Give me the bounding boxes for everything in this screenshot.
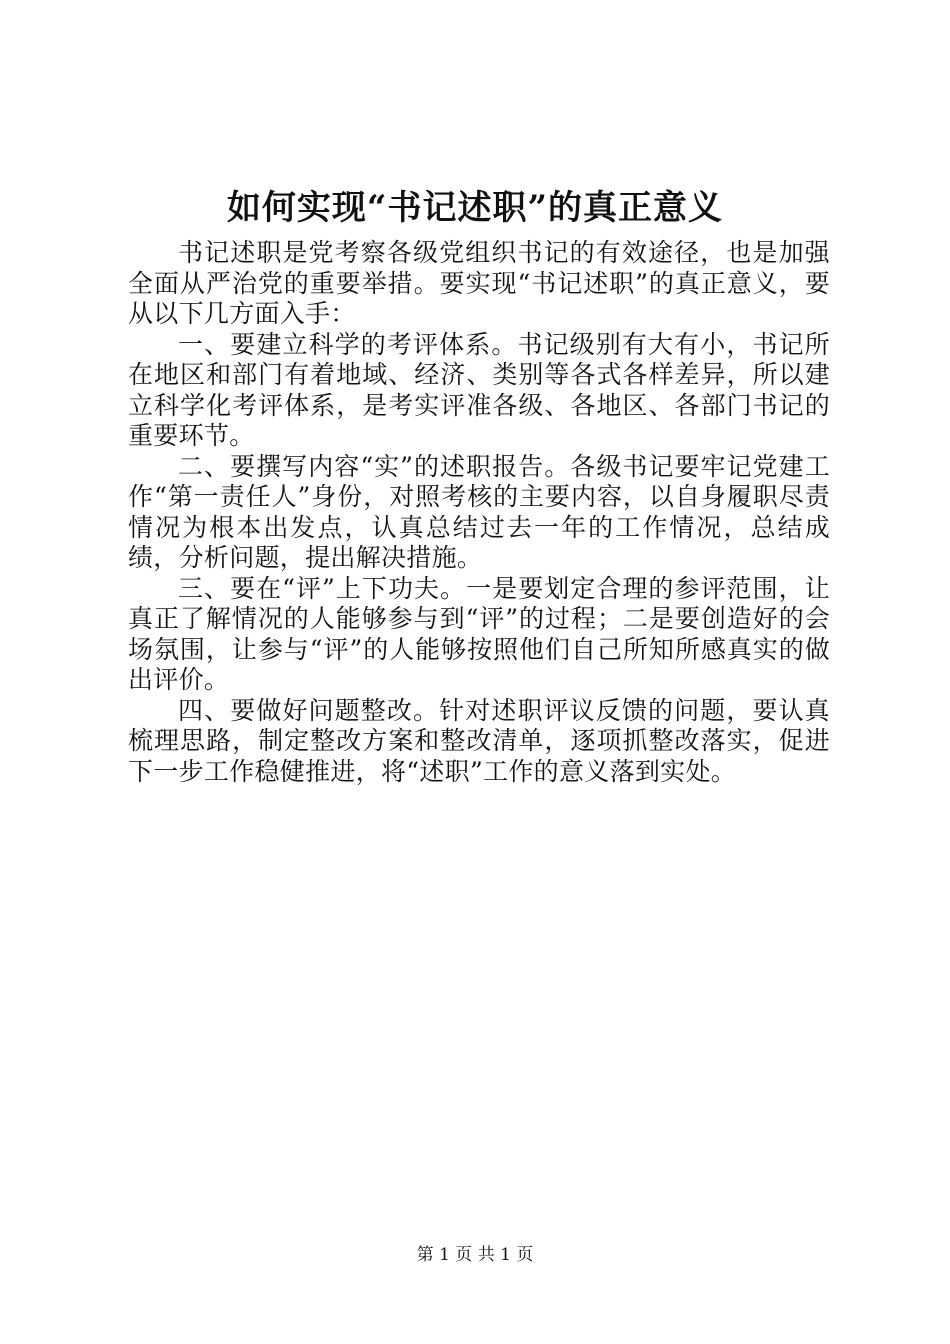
point-one-paragraph: 一、要建立科学的考评体系。书记级别有大有小，书记所在地区和部门有着地域、经济、类别等各式各样差异，所以建立科学化考评体系，是考实评准各级、各地区、各部门书记的重要环节。 — [128, 329, 830, 450]
point-two-paragraph: 二、要撰写内容“实”的述职报告。各级书记要牢记党建工作“第一责任人”身份，对照考核的主要内容，以自身履职尽责情况为根本出发点，认真总结过去一年的工作情况，总结成绩，分析问题，提出解决措施。 — [128, 451, 830, 572]
intro-paragraph: 书记述职是党考察各级党组织书记的有效途径，也是加强全面从严治党的重要举措。要实现“书记述职”的真正意义，要从以下几方面入手： — [128, 238, 830, 328]
point-four-paragraph: 四、要做好问题整改。针对述职评议反馈的问题，要认真梳理思路，制定整改方案和整改清单，逐项抓整改落实，促进下一步工作稳健推进，将“述职”工作的意义落到实处。 — [128, 695, 830, 786]
point-three-paragraph: 三、要在“评”上下功夫。一是要划定合理的参评范围，让真正了解情况的人能够参与到“评”的过程；二是要创造好的会场氛围，让参与“评”的人能够按照他们自己所知所感真实的做出评价。 — [128, 573, 830, 694]
document-body — [128, 238, 830, 787]
document-title: 如何实现“书记述职”的真正意义 — [226, 188, 724, 228]
page-footer: 第 1 页 共 1 页 — [416, 1245, 534, 1265]
